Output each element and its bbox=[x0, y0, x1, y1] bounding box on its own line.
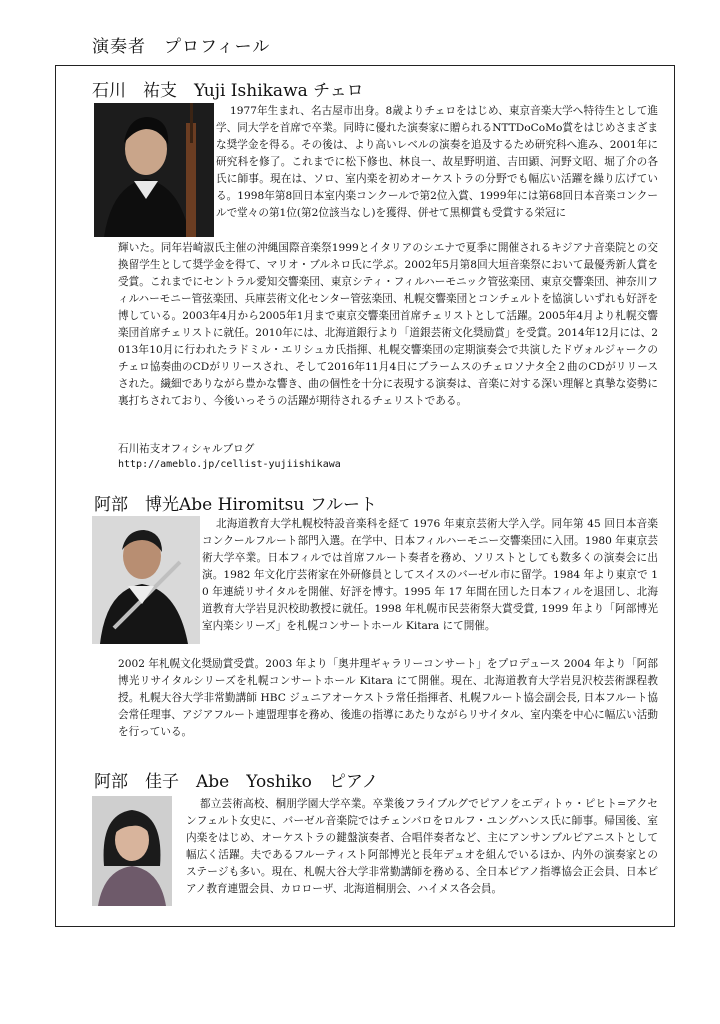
performer-name-ishikawa: 石川 祐支 Yuji Ishikawa チェロ bbox=[92, 81, 364, 101]
blog-label-ishikawa: 石川祐支オフィシャルブログ bbox=[118, 443, 255, 455]
bio-hiromitsu-continued: 2002 年札幌文化奨励賞受賞。2003 年より「奥井理ギャラリーコンサート」をプロデュース 2004 年より「阿部博光リサイタルシリーズを札幌コンサートホール Kitara にて開催。現在、北海道教育大学岩見沢校芸術課程教授。札幌大谷大学非常勤講師 HBC ジュニアオーケストラ常任指揮者、札幌フルート協会副会長, 日本フルート協会常任理事、アジアフルート連盟理事を務め、後進の指導にあたりながらリサイタル、室内楽を中心に幅広い活動を行っている。 bbox=[118, 658, 658, 738]
photo-ishikawa bbox=[94, 103, 214, 237]
performer-name-hiromitsu: 阿部 博光Abe Hiromitsu フルート bbox=[94, 495, 378, 515]
bio-yoshiko: 都立芸術高校、桐朋学園大学卒業。卒業後フライブルグでピアノをエディトゥ・ピヒト=アクセンフェルト女史に、バーゼル音楽院ではチェンバロをロルフ・ユングハンス氏に師事。帰国後、室内楽をはじめ、オーケストラの鍵盤演奏者、合唱伴奏者など、主にアンサンブルピアニストとして幅広く活躍。夫であるフルーティスト阿部博光と長年デュオを組んでいるほか、内外の演奏家とのステージも多い。現在、札幌大谷大学非常勤講師を務める、全日本ピアノ指導協会正会員、日本ピアノ教育連盟会員、カロローザ、北海道桐朋会、ハイメス各会員。 bbox=[186, 798, 658, 895]
performer-name-yoshiko: 阿部 佳子 Abe Yoshiko ピアノ bbox=[94, 772, 379, 792]
photo-hiromitsu bbox=[92, 516, 200, 644]
page-heading: 演奏者 プロフィール bbox=[92, 37, 271, 57]
flutist-portrait bbox=[92, 516, 200, 644]
blog-url-ishikawa[interactable]: http://ameblo.jp/cellist-yujiishikawa bbox=[118, 459, 341, 470]
bio-ishikawa-continued: 輝いた。同年岩崎淑氏主催の沖縄国際音楽祭1999とイタリアのシエナで夏季に開催されるキジアナ音楽院との交換留学生として奨学金を得て、マリオ・ブルネロ氏に学ぶ。2002年5月第8回大垣音楽祭において最優秀新人賞を受賞。これまでにセントラル愛知交響楽団、東京シティ・フィルハーモニック管弦楽団、東京交響楽団、神奈川フィルハーモニー管弦楽団、兵庫芸術文化センター管弦楽団、札幌交響楽団とコンチェルトを協演しいずれも好評を博している。2003年4月から2005年1月まで東京交響楽団首席チェリストとして活躍。2005年4月より札幌交響楽団首席チェリストに就任。2010年には、北海道銀行より「道銀芸術文化奨励賞」を受賞。2014年12月には、2013年10月に行われたラドミル・エリシュカ氏指揮、札幌交響楽団の定期演奏会で共演したドヴォルジャークのチェロ協奏曲のCDがリリースされ、そして2016年11月4日にブラームスのチェロソナタ全２曲のCDがリリースされた。繊細でありながら豊かな響き、曲の個性を十分に表現する演奏は、音楽に対する深い理解と真摯な姿勢に裏打ちされており、今後いっそうの活躍が期待されるチェリストである。 bbox=[118, 242, 658, 407]
pianist-portrait bbox=[92, 796, 172, 906]
bio-ishikawa-beside-photo: 1977年生まれ、名古屋市出身。8歳よりチェロをはじめ、東京音楽大学へ特待生として進学、同大学を首席で卒業。同時に優れた演奏家に贈られるNTTDoCoMo賞をはじめさまざまな奨学金を得る。その後は、より高いレベルの演奏を追及するため研究科へ進み、2001年に研究科を修了。これまでに松下修也、林良一、故星野明道、吉田顕、河野文昭、堀了介の各氏に師事。現在は、ソロ、室内楽を初めオーケストラの分野でも幅広い活躍を繰り広げている。1998年第8回日本室内楽コンクールで第2位入賞、1999年には第68回日本音楽コンクールで堂々の第1位(第2位該当なし)を獲得、併せて黒柳賞も受賞する栄冠に bbox=[216, 105, 658, 219]
bio-hiromitsu-beside-photo: 北海道教育大学札幌校特設音楽科を経て 1976 年東京芸術大学入学。同年第 45 回日本音楽コンクールフルート部門入選。在学中、日本フィルハーモニー交響楽団に入団。1980 年東京芸術大学卒業。日本フィルでは首席フルート奏者を務め、ソリストとしても数多くの演奏会に出演。1982 年文化庁芸術家在外研修員としてスイスのバーゼル市に留学。1984 年より東京で 10 年連続リサイタルを開催、好評を博す。1995 年 17 年間在団した日本フィルを退団し、北海道教育大学岩見沢校助教授に就任。1998 年札幌市民芸術祭大賞受賞, 1999 年より「阿部博光室内楽シリーズ」を札幌コンサートホール Kitara にて開催。 bbox=[202, 518, 658, 632]
photo-yoshiko bbox=[92, 796, 172, 906]
cellist-portrait bbox=[94, 103, 214, 237]
